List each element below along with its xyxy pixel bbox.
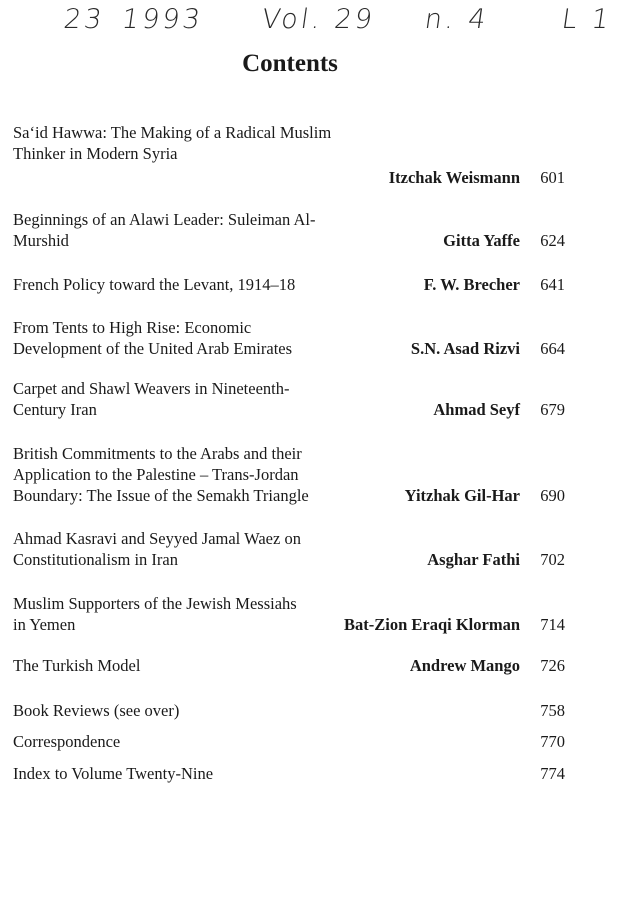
entry-author: Asghar Fathi xyxy=(427,550,520,569)
entry-title-line: Constitutionalism in Iran Asghar Fathi 702 xyxy=(13,550,565,569)
entry-title-line: Ahmad Kasravi and Seyyed Jamal Waez on xyxy=(13,529,301,548)
entry-page: 690 xyxy=(540,486,565,505)
toc-entry xyxy=(13,528,565,570)
toc-entry xyxy=(13,593,565,635)
entry-title-line: Sa‘id Hawwa: The Making of a Radical Muslim xyxy=(13,123,332,142)
entry-title-line: Development of the United Arab Emirates S.N. Asad Rizvi 664 xyxy=(13,339,565,358)
entry-author: S.N. Asad Rizvi xyxy=(410,339,520,358)
toc-entry xyxy=(13,443,565,506)
entry-page: 679 xyxy=(540,400,565,419)
entry-title-line: Boundary: The Issue of the Semakh Triangle Yitzhak Gil-Har 690 xyxy=(13,486,565,505)
entry-title-line: Application to the Palestine – Trans-Jordan xyxy=(13,465,299,484)
toc-entry xyxy=(13,378,565,420)
entry-byline xyxy=(13,167,565,188)
entry-author: F. W. Brecher xyxy=(423,275,520,294)
entry-page: 641 xyxy=(540,275,565,294)
entry-author: Itzchak Weismann xyxy=(388,168,520,187)
extra-title: Correspondence xyxy=(13,732,121,751)
extra-page: 758 xyxy=(540,701,565,720)
entry-title-line: From Tents to High Rise: Economic xyxy=(13,318,252,337)
toc-entry xyxy=(13,274,565,295)
entry-author: Bat-Zion Eraqi Klorman xyxy=(343,615,520,634)
entry-page: 664 xyxy=(540,339,565,358)
entry-title-line: French Policy toward the Levant, 1914–18 F. W. Brecher 641 xyxy=(13,275,565,294)
page-title: Contents xyxy=(242,50,338,77)
extra-page: 774 xyxy=(540,764,565,783)
entry-page: 601 xyxy=(540,168,565,187)
entry-author: Ahmad Seyf xyxy=(433,400,520,419)
entry-page: 702 xyxy=(540,550,565,569)
entry-title-line: Beginnings of an Alawi Leader: Suleiman Al- xyxy=(13,210,316,229)
entry-page: 714 xyxy=(540,615,565,634)
toc-extra-entry xyxy=(13,700,565,721)
extra-page: 770 xyxy=(540,732,565,751)
toc-extra-entry xyxy=(13,763,565,784)
handwritten-volume: Vol. 29 xyxy=(259,4,378,35)
entry-author: Yitzhak Gil-Har xyxy=(404,486,520,505)
entry-title-line: Murshid Gitta Yaffe 624 xyxy=(13,231,565,250)
extra-title: Book Reviews (see over) xyxy=(13,701,180,720)
entry-title-line: British Commitments to the Arabs and their xyxy=(13,444,302,463)
entry-title-line: Thinker in Modern Syria xyxy=(13,144,178,163)
toc-entry xyxy=(13,122,565,188)
handwritten-code: L 1 xyxy=(559,4,614,35)
entry-page: 726 xyxy=(540,656,565,675)
entry-title-line: in Yemen Bat-Zion Eraqi Klorman 714 xyxy=(13,615,565,634)
entry-author: Gitta Yaffe xyxy=(443,231,520,250)
entry-title-line: Century Iran Ahmad Seyf 679 xyxy=(13,400,565,419)
toc-extra-entry xyxy=(13,731,565,752)
handwritten-number: 23 xyxy=(61,4,107,35)
handwritten-year: 1993 xyxy=(119,4,205,35)
entry-title-line: Muslim Supporters of the Jewish Messiahs xyxy=(13,594,297,613)
entry-title-line: Carpet and Shawl Weavers in Nineteenth- xyxy=(13,379,290,398)
entry-author: Andrew Mango xyxy=(409,656,520,675)
entry-page: 624 xyxy=(540,231,565,250)
toc-entry xyxy=(13,655,565,676)
toc-entry xyxy=(13,209,565,251)
entry-title-line: The Turkish Model Andrew Mango 726 xyxy=(13,656,565,675)
handwritten-issue: n. 4 xyxy=(422,4,491,35)
toc-entry xyxy=(13,317,565,359)
extra-title: Index to Volume Twenty-Nine xyxy=(13,764,214,783)
